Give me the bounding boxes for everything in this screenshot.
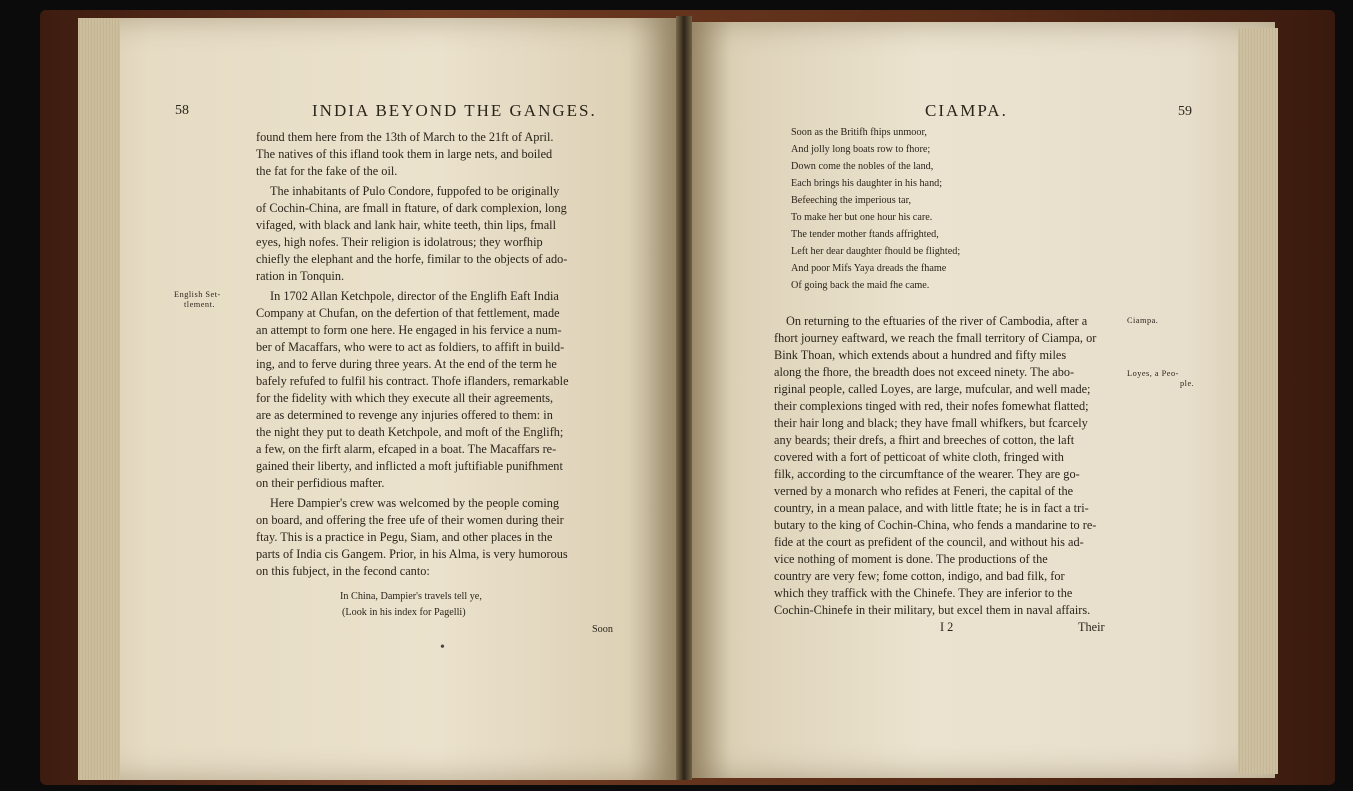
right-line-14: fide at the court as prefident of the council, and without his ad- xyxy=(774,535,1084,549)
left-line-21: on their perfidious mafter. xyxy=(256,476,385,490)
right-line-7: their hair long and black; they have fmall whifkers, but fcarcely xyxy=(774,416,1088,430)
left-running-head: INDIA BEYOND THE GANGES. xyxy=(312,101,597,120)
right-line-15: vice nothing of moment is done. The productions of the xyxy=(774,552,1048,566)
right-line-6: their complexions tinged with red, their nofes fomewhat flatted; xyxy=(774,399,1089,413)
right-line-4: along the fhore, the breadth does not exceed ninety. The abo- xyxy=(774,365,1075,379)
left-line-19: a few, on the firft alarm, efcaped in a boat. The Macaffars re- xyxy=(256,442,557,456)
left-verse-line-2: (Look in his index for Pagelli) xyxy=(342,607,466,618)
right-line-5: riginal people, called Loyes, are large, mufcular, and well made; xyxy=(774,382,1091,396)
right-line-11: verned by a monarch who refides at Feneri, the capital of the xyxy=(774,484,1074,498)
left-line-8: chiefly the elephant and the horfe, fimilar to the objects of ado- xyxy=(256,252,568,266)
right-line-1: On returning to the eftuaries of the river of Cambodia, after a xyxy=(786,314,1088,328)
left-line-10: In 1702 Allan Ketchpole, director of the Englifh Eaft India xyxy=(270,289,559,303)
left-line-18: the night they put to death Ketchpole, and moft of the Englifh; xyxy=(256,425,564,439)
right-line-8: any beards; their drefs, a fhirt and breeches of cotton, the laft xyxy=(774,433,1075,447)
left-line-6: vifaged, with black and lank hair, white teeth, thin lips, fmall xyxy=(256,218,557,232)
right-verse-line-9: And poor Mifs Yaya dreads the fhame xyxy=(791,263,947,274)
right-line-10: filk, according to the circumftance of the wearer. They are go- xyxy=(774,467,1080,481)
right-verse-line-2: And jolly long boats row to fhore; xyxy=(791,144,931,155)
ink-mark: • xyxy=(440,640,445,655)
right-line-13: butary to the king of Cochin-China, who fends a mandarine to re- xyxy=(774,518,1097,532)
book-gutter xyxy=(676,16,692,780)
left-line-25: parts of India cis Gangem. Prior, in his Alma, is very humorous xyxy=(256,547,568,561)
right-line-18: Cochin-Chinefe in their military, but excel them in naval affairs. xyxy=(774,603,1091,617)
right-verse-line-1: Soon as the Britifh fhips unmoor, xyxy=(791,127,927,138)
left-line-26: on this fubject, in the fecond canto: xyxy=(256,564,430,578)
right-line-3: Bink Thoan, which extends about a hundred and fifty miles xyxy=(774,348,1067,362)
right-verse-line-4: Each brings his daughter in his hand; xyxy=(791,178,943,189)
left-line-5: of Cochin-China, are fmall in ftature, of dark complexion, long xyxy=(256,201,567,215)
margin-note-english-settlement-1: English Set- xyxy=(174,290,221,299)
right-line-17: which they traffick with the Chinefe. They are inferior to the xyxy=(774,586,1073,600)
left-line-1: found them here from the 13th of March to the 21ft of April. xyxy=(256,130,554,144)
left-line-12: an attempt to form one here. He engaged in his fervice a num- xyxy=(256,323,562,337)
left-line-15: bafely refufed to fulfil his contract. Thofe iflanders, remarkable xyxy=(256,374,569,388)
right-verse-line-5: Befeeching the imperious tar, xyxy=(791,195,912,206)
right-verse-line-6: To make her but one hour his care. xyxy=(791,212,933,223)
left-line-24: ftay. This is a practice in Pegu, Siam, and other places in the xyxy=(256,530,553,544)
margin-note-loyes-1: Loyes, a Peo- xyxy=(1127,369,1179,378)
margin-note-ciampa: Ciampa. xyxy=(1127,316,1159,325)
right-page-number: 59 xyxy=(1178,104,1192,119)
right-catchword: Their xyxy=(1078,620,1105,634)
right-running-head: CIAMPA. xyxy=(925,101,1008,120)
left-line-4: The inhabitants of Pulo Condore, fuppofed to be originally xyxy=(270,184,560,198)
left-catchword: Soon xyxy=(592,624,613,635)
left-line-20: gained their liberty, and inflicted a moft juftifiable punifhment xyxy=(256,459,563,473)
left-line-23: on board, and offering the free ufe of their women during their xyxy=(256,513,564,527)
right-line-9: covered with a fort of petticoat of white cloth, fringed with xyxy=(774,450,1064,464)
right-verse-line-3: Down come the nobles of the land, xyxy=(791,161,934,172)
left-line-7: eyes, high nofes. Their religion is idolatrous; they worfhip xyxy=(256,235,543,249)
left-line-2: The natives of this ifland took them in large nets, and boiled xyxy=(256,147,553,161)
right-line-12: country, in a mean palace, and with little ftate; he is in fact a tri- xyxy=(774,501,1089,515)
right-line-16: country are very few; fome cotton, indigo, and bad filk, for xyxy=(774,569,1065,583)
right-verse-line-7: The tender mother ftands affrighted, xyxy=(791,229,939,240)
left-line-9: ration in Tonquin. xyxy=(256,269,345,283)
margin-note-english-settlement-2: tlement. xyxy=(184,300,215,309)
signature-mark: I 2 xyxy=(940,620,954,634)
right-verse-line-10: Of going back the maid fhe came. xyxy=(791,280,930,291)
margin-note-loyes-2: ple. xyxy=(1180,379,1195,388)
left-line-14: ing, and to ferve during three years. At the end of the term he xyxy=(256,357,557,371)
left-line-16: for the fidelity with which they execute all their agreements, xyxy=(256,391,554,405)
left-line-11: Company at Chufan, on the defertion of that fettlement, made xyxy=(256,306,560,320)
left-line-3: the fat for the fake of the oil. xyxy=(256,164,398,178)
left-line-13: ber of Macaffars, who were to act as foldiers, to affift in build- xyxy=(256,340,565,354)
left-verse-line-1: In China, Dampier's travels tell ye, xyxy=(340,591,482,602)
left-page-number: 58 xyxy=(175,103,189,118)
left-page-edges xyxy=(78,18,120,780)
left-line-17: are as determined to revenge any injuries offered to them: in xyxy=(256,408,553,422)
right-verse-line-8: Left her dear daughter fhould be flighted; xyxy=(791,246,961,257)
left-line-22: Here Dampier's crew was welcomed by the people coming xyxy=(270,496,560,510)
right-page-edges xyxy=(1238,28,1278,774)
right-line-2: fhort journey eaftward, we reach the fmall territory of Ciampa, or xyxy=(774,331,1097,345)
